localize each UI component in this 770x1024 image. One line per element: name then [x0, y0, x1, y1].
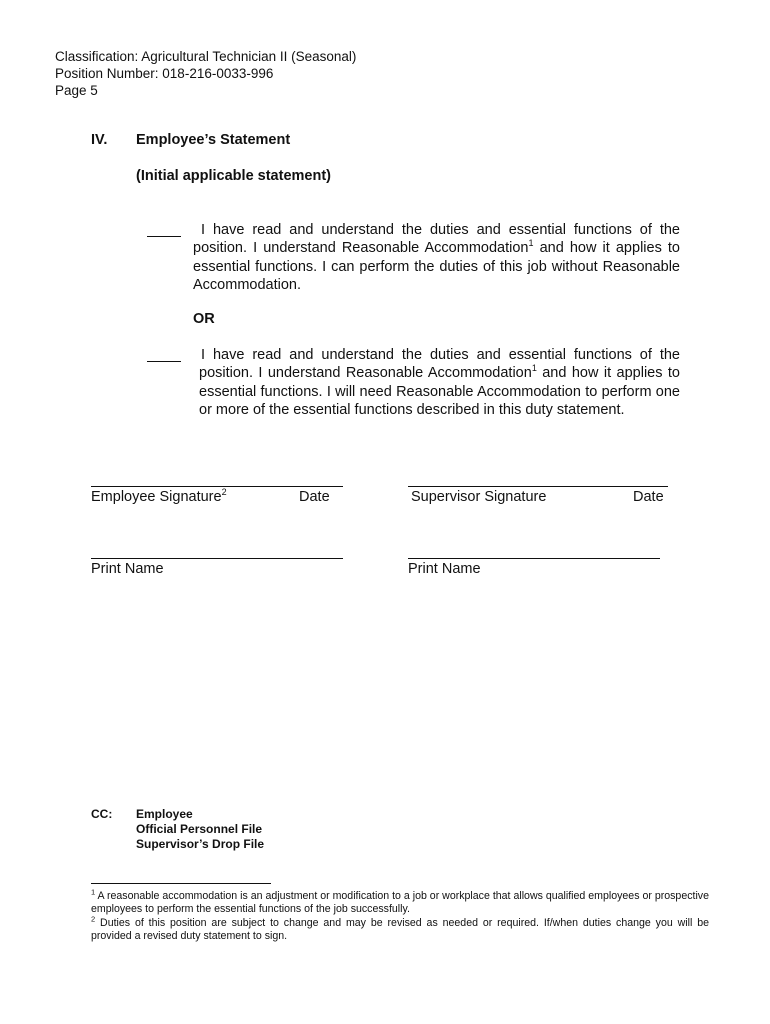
supervisor-signature-line[interactable] [408, 486, 668, 487]
cc-recipient: Official Personnel File [136, 822, 263, 836]
statement-2-footnote-ref: 1 [531, 363, 537, 374]
employee-signature-footnote-ref: 2 [221, 487, 227, 498]
footnote-1-mark: 1 [91, 887, 96, 897]
statement-1-text: I have read and understand the duties and essential functions of the position. I understand Reasonable Accommodation [193, 222, 680, 257]
employee-print-name-line[interactable] [91, 558, 343, 559]
supervisor-date-label: Date [633, 489, 664, 505]
section-subtitle: (Initial applicable statement) [136, 168, 331, 184]
employee-signature-text: Employee Signature [91, 489, 222, 505]
section-number: IV. [91, 132, 108, 148]
footnote-2 [91, 914, 709, 944]
footnote-2-text: Duties of this position are subject to change and may be revised as needed or required. If/when duties change you will be provided a revised duty statement to sign. [91, 917, 709, 943]
employee-signature-line[interactable] [91, 486, 343, 487]
supervisor-print-name-label: Print Name [408, 561, 481, 577]
position-number-line: Position Number: 018-216-0033-996 [55, 66, 274, 81]
employee-signature-label [91, 489, 227, 505]
initial-blank-statement-2[interactable] [147, 361, 181, 362]
footnote-1-text: A reasonable accommodation is an adjustment or modification to a job or workplace that allows qualified employees or prospective employees to perform the essential functions of the job successfully. [91, 890, 709, 916]
initial-blank-statement-1[interactable] [147, 236, 181, 237]
employee-date-label: Date [299, 489, 330, 505]
statement-2-text: I have read and understand the duties and essential functions of the position. I understand Reasonable Accommodation [199, 347, 680, 382]
statement-1-footnote-ref: 1 [528, 238, 534, 249]
cc-recipient: Employee [136, 807, 193, 821]
supervisor-print-name-line[interactable] [408, 558, 660, 559]
employee-print-name-label: Print Name [91, 561, 164, 577]
section-title: Employee’s Statement [136, 132, 291, 148]
cc-label: CC: [91, 807, 113, 821]
statement-2 [199, 346, 680, 419]
statement-1 [193, 221, 680, 294]
supervisor-signature-label: Supervisor Signature [411, 489, 547, 505]
footnote-1 [91, 887, 709, 917]
page-number: Page 5 [55, 83, 98, 98]
classification-line: Classification: Agricultural Technician II (Seasonal) [55, 49, 357, 64]
footnote-divider [91, 883, 271, 884]
cc-recipient: Supervisor’s Drop File [136, 837, 265, 851]
statement-2-text-cont: and how it applies to essential functions. I will need Reasonable Accommodation to perform one or more of the essential functions described in this duty statement. [199, 365, 680, 418]
or-label: OR [193, 311, 215, 327]
statement-1-text-cont: and how it applies to essential functions. I can perform the duties of this job without Reasonable Accommodation. [193, 240, 680, 293]
footnote-2-mark: 2 [91, 914, 96, 924]
